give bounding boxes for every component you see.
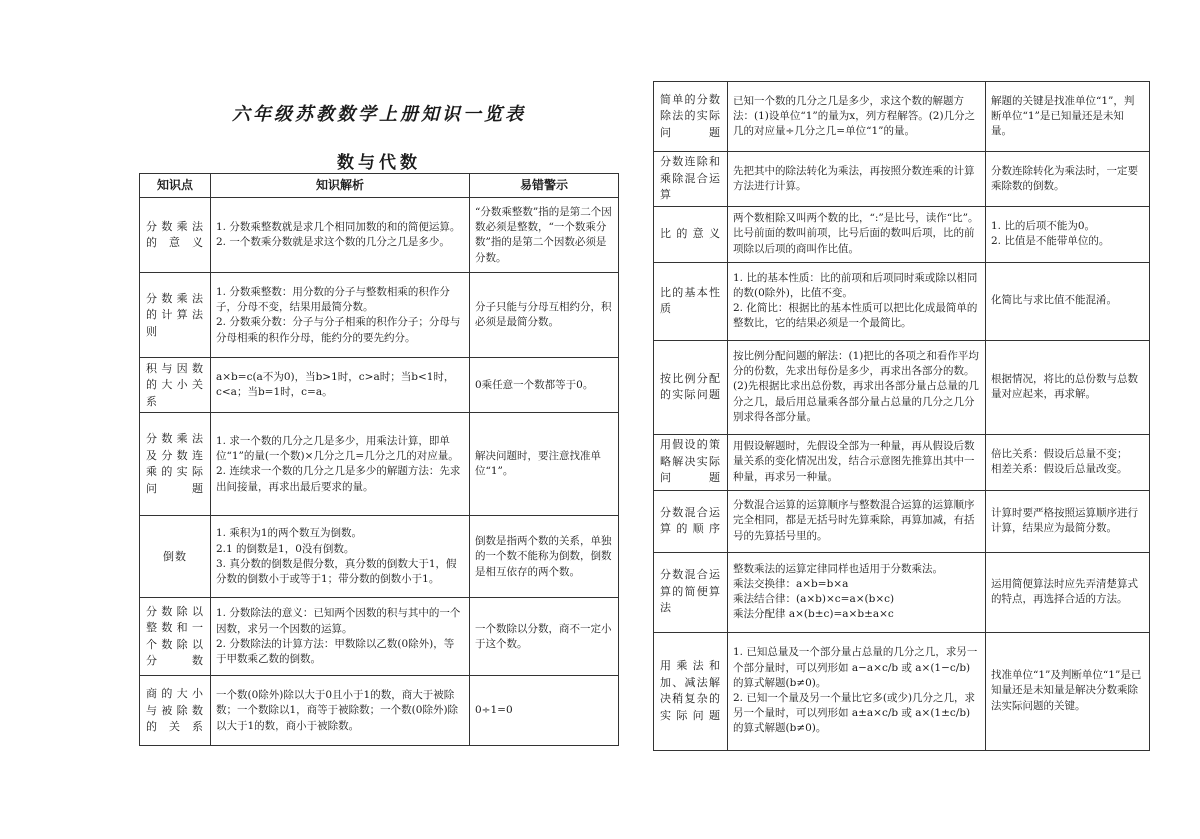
row-warning: 化简比与求比值不能混淆。 xyxy=(986,262,1150,340)
row-analysis: 用假设解题时，先假设全部为一种量，再从假设后数量关系的变化情况出发，结合示意图先推算出其中一种量，再求另一种量。 xyxy=(728,434,986,490)
row-topic: 用乘法和加、减法解决稍复杂的实际问题 xyxy=(654,632,728,750)
table-row xyxy=(654,434,1150,490)
table-row xyxy=(654,152,1150,207)
knowledge-table-right xyxy=(653,81,1150,751)
table-row xyxy=(654,206,1150,262)
row-warning: 0÷1=0 xyxy=(470,676,619,746)
row-analysis: 分数混合运算的运算顺序与整数混合运算的运算顺序完全相同，都是无括号时先算乘除，再算加减，有括号的先算括号里的。 xyxy=(728,490,986,552)
table-header-row xyxy=(140,174,619,198)
row-warning: 0乘任意一个数都等于0。 xyxy=(470,358,619,413)
row-warning: 计算时要严格按照运算顺序进行计算，结果应为最简分数。 xyxy=(986,490,1150,552)
row-topic: 积与因数的大小关系 xyxy=(140,358,211,413)
row-analysis: 1. 比的基本性质：比的前项和后项同时乘或除以相同的数(0除外)，比值不变。 2. 化简比：根据比的基本性质可以把比化成最简单的整数比，它的结果必须是一个最简比。 xyxy=(728,262,986,340)
table-row xyxy=(140,516,619,598)
row-analysis: 1. 已知总量及一个部分量占总量的几分之几，求另一个部分量时，可以列形如 a−a×c/b 或 a×(1−c/b) 的算式解题(b≠0)。 2. 已知一个量及另一个量比它多(或少)几分之几，求另一个量时，可以列形如 a±a×c/b 或 a×(1±c/b) 的算式解题(b≠0)。 xyxy=(728,632,986,750)
row-analysis: 已知一个数的几分之几是多少，求这个数的解题方法：(1)设单位“1”的量为x，列方程解答。(2)几分之几的对应量÷几分之几=单位“1”的量。 xyxy=(728,82,986,152)
table-row xyxy=(140,358,619,413)
row-analysis: 1. 求一个数的几分之几是多少，用乘法计算，即单位“1”的量(一个数)×几分之几=几分之几的对应量。 2. 连续求一个数的几分之几是多少的解题方法：先求出间接量，再求出最后要求的量。 xyxy=(211,413,470,516)
table-row xyxy=(654,632,1150,750)
table-row xyxy=(140,598,619,676)
table-row xyxy=(654,490,1150,552)
table-row xyxy=(654,82,1150,152)
row-topic: 分数除以整数和一个数除以分数 xyxy=(140,598,211,676)
row-warning: “分数乘整数”指的是第二个因数必须是整数，“一个数乘分数”指的是第二个因数必须是分数。 xyxy=(470,198,619,273)
row-topic: 分数乘法的意义 xyxy=(140,198,211,273)
row-analysis: 1. 分数除法的意义：已知两个因数的积与其中的一个因数，求另一个因数的运算。 2. 分数除法的计算方法：甲数除以乙数(0除外)，等于甲数乘乙数的倒数。 xyxy=(211,598,470,676)
page-title: 六年级苏教数学上册知识一览表 xyxy=(232,104,526,125)
row-warning: 倍比关系：假设后总量不变； 相差关系：假设后总量改变。 xyxy=(986,434,1150,490)
table-row xyxy=(654,262,1150,340)
row-analysis: 1. 乘积为1的两个数互为倒数。 2.1 的倒数是1，0没有倒数。 3. 真分数的倒数是假分数，真分数的倒数大于1，假分数的倒数小于或等于1；带分数的倒数小于1。 xyxy=(211,516,470,598)
row-warning: 分子只能与分母互相约分，积必须是最简分数。 xyxy=(470,273,619,358)
row-warning: 一个数除以分数，商不一定小于这个数。 xyxy=(470,598,619,676)
row-topic: 分数乘法及分数连乘的实际问题 xyxy=(140,413,211,516)
row-analysis: 先把其中的除法转化为乘法，再按照分数连乘的计算方法进行计算。 xyxy=(728,152,986,207)
row-analysis: 整数乘法的运算定律同样也适用于分数乘法。 乘法交换律：a×b=b×a 乘法结合律：(a×b)×c=a×(b×c) 乘法分配律 a×(b±c)=a×b±a×c xyxy=(728,552,986,632)
row-topic: 比的意义 xyxy=(654,206,728,262)
table-row xyxy=(140,198,619,273)
row-topic: 分数乘法的计算法则 xyxy=(140,273,211,358)
header-warning: 易错警示 xyxy=(470,174,619,198)
row-analysis: 一个数(0除外)除以大于0且小于1的数，商大于被除数；一个数除以1，商等于被除数；一个数(0除外)除以大于1的数，商小于被除数。 xyxy=(211,676,470,746)
row-analysis: a×b=c(a不为0)，当b>1时，c>a时；当b<1时，c<a；当b=1时，c=a。 xyxy=(211,358,470,413)
header-topic: 知识点 xyxy=(140,174,211,198)
row-warning: 解题的关键是找准单位“1”，判断单位“1”是已知量还是未知量。 xyxy=(986,82,1150,152)
table-row xyxy=(654,340,1150,434)
row-topic: 倒数 xyxy=(140,516,211,598)
section-title: 数与代数 xyxy=(337,153,421,173)
knowledge-table-left xyxy=(139,173,619,746)
row-topic: 分数混合运算的顺序 xyxy=(654,490,728,552)
table-row xyxy=(140,413,619,516)
row-analysis: 按比例分配问题的解法：(1)把比的各项之和看作平均分的份数，先求出每份是多少，再求出各部分的数。(2)先根据比求出总份数，再求出各部分量占总量的几分之几，最后用总量乘各部分量占总量的几分之几分别求得各部分量。 xyxy=(728,340,986,434)
row-topic: 简单的分数除法的实际问题 xyxy=(654,82,728,152)
row-warning: 分数连除转化为乘法时，一定要乘除数的倒数。 xyxy=(986,152,1150,207)
header-analysis: 知识解析 xyxy=(211,174,470,198)
row-warning: 解决问题时，要注意找准单位“1”。 xyxy=(470,413,619,516)
row-analysis: 1. 分数乘整数：用分数的分子与整数相乘的积作分子，分母不变，结果用最简分数。 2. 分数乘分数：分子与分子相乘的积作分子；分母与分母相乘的积作分母，能约分的要先约分。 xyxy=(211,273,470,358)
row-topic: 分数混合运算的简便算法 xyxy=(654,552,728,632)
row-analysis: 1. 分数乘整数就是求几个相同加数的和的简便运算。 2. 一个数乘分数就是求这个数的几分之几是多少。 xyxy=(211,198,470,273)
row-warning: 根据情况，将比的总份数与总数量对应起来，再求解。 xyxy=(986,340,1150,434)
row-warning: 运用简便算法时应先弄清楚算式的特点，再选择合适的方法。 xyxy=(986,552,1150,632)
row-topic: 按比例分配的实际问题 xyxy=(654,340,728,434)
table-row xyxy=(140,273,619,358)
row-analysis: 两个数相除又叫两个数的比，“:”是比号，读作“比”。比号前面的数叫前项，比号后面的数叫后项，比的前项除以后项的商叫作比值。 xyxy=(728,206,986,262)
table-row xyxy=(140,676,619,746)
row-warning: 找准单位“1”及判断单位“1”是已知量还是未知量是解决分数乘除法实际问题的关键。 xyxy=(986,632,1150,750)
row-warning: 1. 比的后项不能为0。 2. 比值是不能带单位的。 xyxy=(986,206,1150,262)
row-topic: 比的基本性质 xyxy=(654,262,728,340)
row-topic: 分数连除和乘除混合运算 xyxy=(654,152,728,207)
row-topic: 用假设的策略解决实际问题 xyxy=(654,434,728,490)
row-topic: 商的大小与被除数的关系 xyxy=(140,676,211,746)
table-row xyxy=(654,552,1150,632)
row-warning: 倒数是指两个数的关系，单独的一个数不能称为倒数，倒数是相互依存的两个数。 xyxy=(470,516,619,598)
